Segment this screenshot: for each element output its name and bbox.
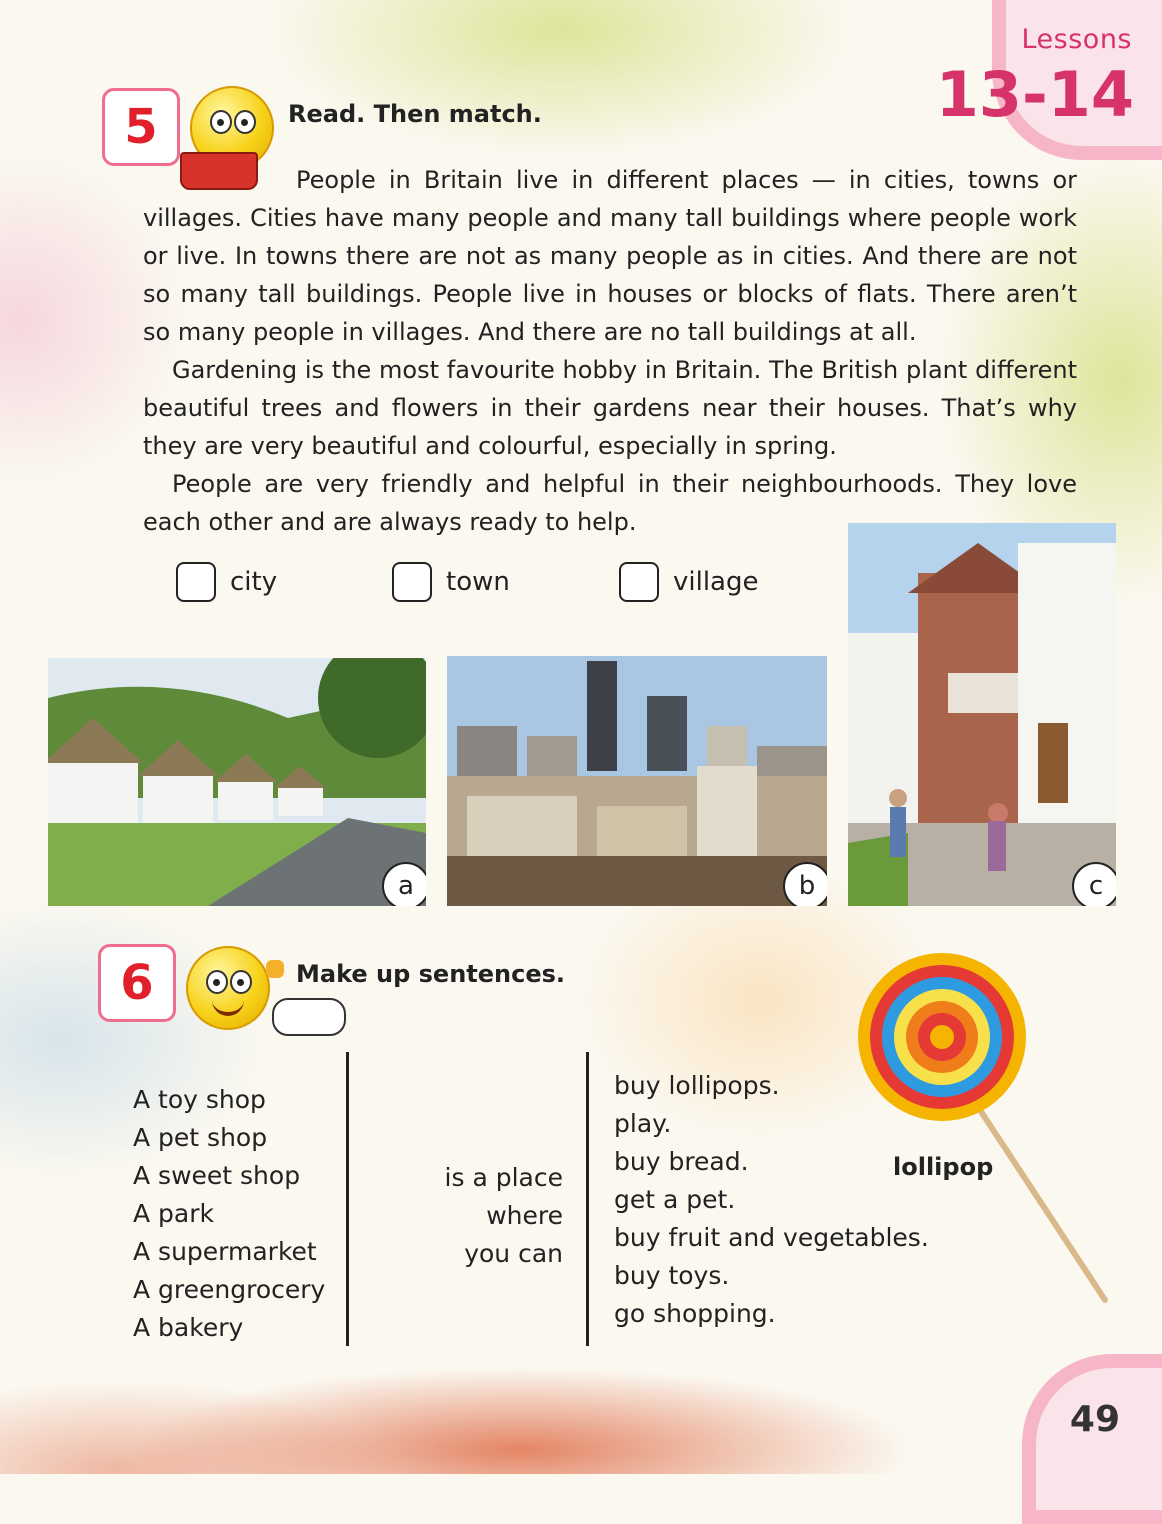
lollipop-caption: lollipop xyxy=(893,1153,994,1181)
subjects-column xyxy=(133,1081,325,1347)
ending-item: get a pet. xyxy=(614,1185,736,1214)
exercise-5-number: 5 xyxy=(102,88,180,166)
paragraph-3: People are very friendly and helpful in their neighbourhoods. They love each other and are always ready to help. xyxy=(143,470,1077,536)
ending-item: play. xyxy=(614,1109,672,1138)
photo-b-label: b xyxy=(783,862,827,906)
town-label: town xyxy=(446,567,510,597)
exercise-6-number: 6 xyxy=(98,944,176,1022)
village-checkbox[interactable] xyxy=(619,562,659,602)
lollipop-image xyxy=(855,950,1115,1310)
option-city[interactable] xyxy=(176,562,277,602)
subject-item: A toy shop xyxy=(133,1085,266,1114)
ending-item: go shopping. xyxy=(614,1299,776,1328)
city-checkbox[interactable] xyxy=(176,562,216,602)
lessons-label: Lessons xyxy=(1021,24,1132,55)
option-town[interactable] xyxy=(392,562,510,602)
column-divider-right xyxy=(586,1052,589,1346)
photo-town xyxy=(848,523,1116,906)
exercise-6-instruction: Make up sentences. xyxy=(296,960,566,988)
ending-item: buy bread. xyxy=(614,1147,749,1176)
subject-item: A park xyxy=(133,1199,214,1228)
ending-item: buy lollipops. xyxy=(614,1071,780,1100)
paragraph-1: People in Britain live in different places — in cities, towns or villages. Cities have many people and many tall buildings where people work or live. In towns there are not as many people as in cities. And there are not so many tall buildings. People live in houses or blocks of flats. There aren’t so many people in villages. And there are no tall buildings at all. xyxy=(143,166,1077,346)
subject-item: A greengrocery xyxy=(133,1275,326,1304)
town-checkbox[interactable] xyxy=(392,562,432,602)
page-number: 49 xyxy=(1069,1399,1120,1440)
city-label: city xyxy=(230,567,278,597)
photo-city xyxy=(447,656,827,906)
reading-text xyxy=(143,161,1077,541)
subject-item: A sweet shop xyxy=(133,1161,301,1190)
subject-item: A supermarket xyxy=(133,1237,317,1266)
subject-item: A bakery xyxy=(133,1313,244,1342)
ending-item: buy toys. xyxy=(614,1261,730,1290)
middle-line-1: is a place where xyxy=(444,1163,563,1230)
speech-bubble-icon xyxy=(272,998,346,1036)
subject-item: A pet shop xyxy=(133,1123,268,1152)
column-divider-left xyxy=(346,1052,349,1346)
middle-line-2: you can xyxy=(464,1239,563,1268)
village-label: village xyxy=(673,567,759,597)
talking-smiley-icon xyxy=(186,946,270,1030)
photo-a-label: a xyxy=(382,862,426,906)
thumbs-up-icon xyxy=(266,960,284,978)
photo-c-label: c xyxy=(1072,862,1116,906)
paragraph-2: Gardening is the most favourite hobby in Britain. The British plant different beautiful trees and flowers in their gardens near their houses. That’s why they are very beautiful and colourful, especially in spring. xyxy=(143,356,1077,460)
middle-column xyxy=(360,1159,563,1273)
photo-village xyxy=(48,658,426,906)
exercise-5-instruction: Read. Then match. xyxy=(288,100,542,128)
ending-item: buy fruit and vegetables. xyxy=(614,1223,929,1252)
lessons-number: 13-14 xyxy=(935,58,1134,131)
option-village[interactable] xyxy=(619,562,759,602)
